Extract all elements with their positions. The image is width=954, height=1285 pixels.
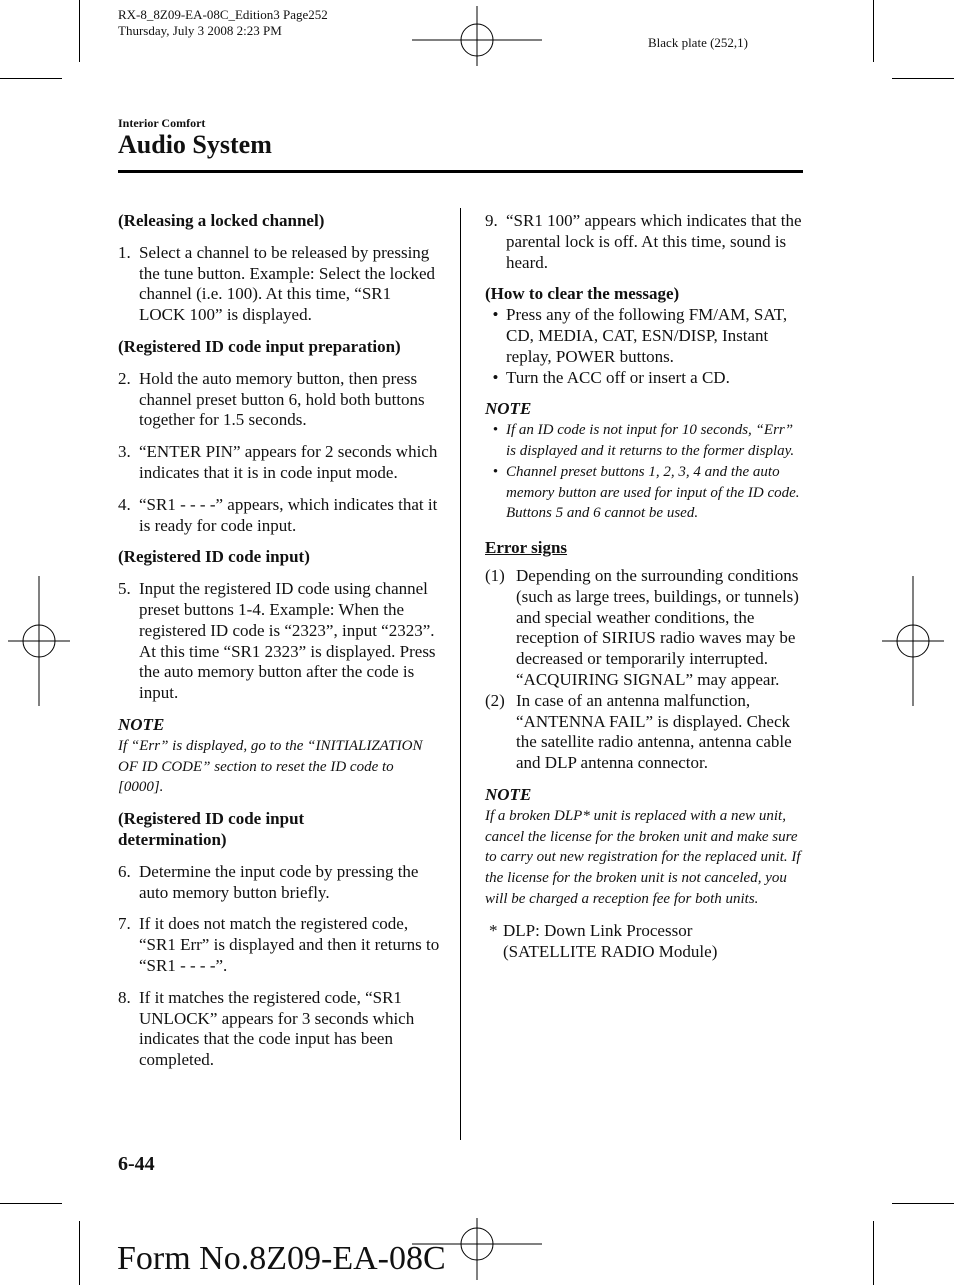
step-number: 8.: [118, 987, 131, 1007]
step-text: Hold the auto memory button, then press channel preset button 6, hold both buttons together for 1.5 seconds.: [139, 368, 425, 430]
registration-mark-top: [412, 6, 542, 66]
plate-label: Black plate (252,1): [648, 35, 748, 50]
note-label: NOTE: [118, 714, 165, 734]
step-text: Input the registered ID code using channel preset buttons 1-4. Example: When the registered ID code is “2323”, input “2323”. At this time “SR1 2323” is displayed. Press the auto memory button after the code is input.: [139, 579, 436, 703]
step-number: 2.: [118, 368, 131, 388]
page-title: Audio System: [118, 130, 272, 159]
step-6: [118, 862, 440, 904]
left-column: [118, 211, 440, 1082]
footnote-star: *: [489, 920, 498, 940]
step-7: [118, 914, 440, 976]
error-number: (2): [485, 690, 505, 710]
form-number: Form No.8Z09-EA-08C: [117, 1240, 446, 1277]
footnote-body: [503, 921, 717, 963]
crop-mark-top-right-v: [873, 0, 874, 62]
heading-determination: (Registered ID code input determination): [118, 809, 305, 849]
registration-mark-left: [8, 576, 70, 706]
step-text: “ENTER PIN” appears for 2 seconds which indicates that it is in code input mode.: [139, 442, 438, 482]
step-number: 5.: [118, 579, 131, 599]
step-number: 1.: [118, 242, 131, 262]
note-label: NOTE: [485, 399, 532, 419]
page-number: 6-44: [118, 1153, 155, 1175]
note-bullet: [485, 420, 805, 462]
step-text: If it does not match the registered code, “SR1 Err” is displayed and then it returns to “SR1 - - - -”.: [139, 914, 440, 975]
bullet-item: [485, 368, 805, 389]
bullet-item: [485, 305, 805, 367]
step-text: If it matches the registered code, “SR1 UNLOCK” appears for 3 seconds which indicates that the code input has been completed.: [139, 987, 415, 1070]
right-column: [485, 211, 805, 962]
title-rule: [118, 170, 803, 173]
heading-input: (Registered ID code input): [118, 547, 310, 567]
column-divider: [460, 208, 461, 1140]
error-text: In case of an antenna malfunction, “ANTENNA FAIL” is displayed. Check the satellite radio antenna, antenna cable and DLP antenna connector.: [516, 690, 792, 773]
error-text: Depending on the surrounding conditions (such as large trees, buildings, or tunnels) and special weather conditions, the reception of SIRIUS radio waves may be decreased or temporarily interrupted. “ACQUIRING SIGNAL” may appear.: [516, 565, 799, 689]
step-number: 4.: [118, 494, 131, 514]
step-9: [485, 211, 805, 273]
error-number: (1): [485, 565, 505, 585]
crop-mark-top-right-h: [892, 78, 954, 79]
note-text: If “Err” is displayed, go to the “INITIALIZATION OF ID CODE” section to reset the ID code to [0000].: [118, 737, 423, 796]
footnote-line-2: (SATELLITE RADIO Module): [503, 941, 718, 961]
crop-mark-bottom-right-h: [892, 1203, 954, 1204]
step-1: [118, 243, 440, 326]
print-date-line: Thursday, July 3 2008 2:23 PM: [118, 23, 282, 38]
step-5: [118, 579, 440, 704]
print-file-line: RX-8_8Z09-EA-08C_Edition3 Page252: [118, 7, 328, 22]
crop-mark-bottom-right-v: [873, 1221, 874, 1285]
step-8: [118, 988, 440, 1071]
crop-mark-bottom-left-v: [79, 1221, 80, 1285]
note-bullet: [485, 462, 805, 524]
error-item-1: [485, 566, 805, 691]
print-file-info: [118, 7, 328, 39]
section-label: Interior Comfort: [118, 116, 206, 130]
error-item-2: [485, 691, 805, 774]
bullet-text: Turn the ACC off or insert a CD.: [506, 367, 730, 387]
note-text: If a broken DLP* unit is replaced with a new unit, cancel the license for the broken unit and make sure to carry out new registration for the replaced unit. If the license for the broken unit is not canceled, you will be charged a reception fee for both units.: [485, 807, 801, 907]
note-bullet-text: If an ID code is not input for 10 seconds, “Err” is displayed and it returns to the former display.: [506, 422, 795, 459]
step-text: “SR1 100” appears which indicates that the parental lock is off. At this time, sound is heard.: [506, 211, 802, 272]
error-signs-heading: Error signs: [485, 538, 568, 558]
registration-mark-right: [882, 576, 944, 706]
bullet-icon: •: [492, 367, 499, 387]
step-3: [118, 442, 440, 484]
bullet-icon: •: [492, 463, 499, 480]
bullet-icon: •: [492, 305, 499, 325]
note-bullet-text: Channel preset buttons 1, 2, 3, 4 and the auto memory button are used for input of the ID code. Buttons 5 and 6 cannot be used.: [506, 463, 800, 522]
step-text: Determine the input code by pressing the auto memory button briefly.: [139, 861, 419, 902]
crop-mark-bottom-left-h: [0, 1203, 62, 1204]
step-number: 6.: [118, 861, 131, 881]
bullet-icon: •: [492, 422, 499, 439]
step-number: 9.: [485, 211, 498, 230]
note-label: NOTE: [485, 784, 532, 804]
bullet-text: Press any of the following FM/AM, SAT, CD, MEDIA, CAT, ESN/DISP, Instant replay, POWER buttons.: [506, 305, 788, 366]
crop-mark-top-left-h: [0, 78, 62, 79]
footnote-line-1: DLP: Down Link Processor: [503, 920, 693, 940]
step-2: [118, 369, 440, 431]
footnote: [489, 921, 805, 963]
step-number: 7.: [118, 914, 131, 934]
heading-releasing: (Releasing a locked channel): [118, 211, 325, 230]
heading-clear: (How to clear the message): [485, 284, 680, 304]
step-number: 3.: [118, 442, 131, 462]
step-text: “SR1 - - - -” appears, which indicates that it is ready for code input.: [139, 494, 438, 535]
crop-mark-top-left-v: [79, 0, 80, 62]
step-text: Select a channel to be released by pressing the tune button. Example: Select the locked channel (i.e. 100). At this time, “SR1 LOCK 100” is displayed.: [139, 242, 435, 325]
heading-preparation: (Registered ID code input preparation): [118, 336, 401, 356]
step-4: [118, 495, 440, 537]
